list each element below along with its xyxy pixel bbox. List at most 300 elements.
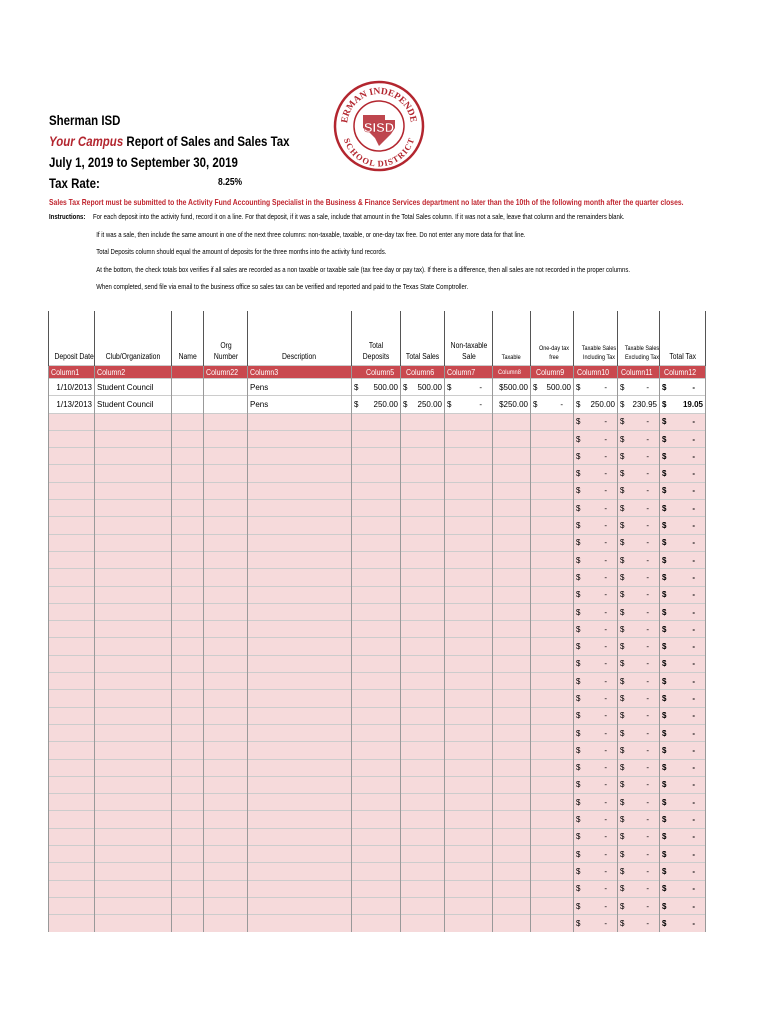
cell-taxable-incl: $ - — [574, 673, 618, 690]
empty-cell — [352, 776, 401, 793]
empty-cell — [445, 551, 493, 568]
empty-cell — [493, 638, 531, 655]
col-header-taxable-incl: Taxable Sales Including Tax — [574, 311, 618, 366]
empty-cell — [248, 448, 352, 465]
empty-cell — [172, 863, 204, 880]
empty-cell — [352, 811, 401, 828]
empty-cell — [49, 915, 95, 932]
cell-total-tax: $ - — [660, 673, 706, 690]
cell-taxable-excl: $ - — [618, 448, 660, 465]
report-period: July 1, 2019 to September 30, 2019 — [49, 154, 238, 170]
empty-cell — [49, 828, 95, 845]
empty-cell — [95, 551, 172, 568]
empty-row — [49, 517, 706, 534]
empty-row — [49, 482, 706, 499]
empty-cell — [445, 465, 493, 482]
tax-rate-value: 8.25% — [218, 177, 243, 188]
seal-top-text: ERMAN INDEPENDE — [340, 86, 418, 124]
empty-cell — [248, 413, 352, 430]
col-header-deposit-date: Deposit Date — [49, 311, 95, 366]
empty-row — [49, 638, 706, 655]
empty-cell — [352, 759, 401, 776]
empty-cell — [172, 915, 204, 932]
empty-cell — [204, 534, 248, 551]
empty-cell — [172, 551, 204, 568]
empty-cell — [204, 759, 248, 776]
empty-cell — [172, 759, 204, 776]
cell-taxable-incl: $ - — [574, 465, 618, 482]
cell-total-tax: $ - — [660, 379, 706, 396]
cell-taxable-excl: $ - — [618, 482, 660, 499]
empty-cell — [352, 828, 401, 845]
submission-notice: Sales Tax Report must be submitted to the Activity Fund Accounting Specialist in the Business & Finance Services department no later than the 10th of the following month after the quarter closes. — [49, 197, 684, 207]
empty-cell — [95, 707, 172, 724]
empty-cell — [531, 448, 574, 465]
empty-cell — [172, 586, 204, 603]
cell-taxable-incl: $ - — [574, 846, 618, 863]
cell-taxable-incl: $ - — [574, 551, 618, 568]
empty-cell — [493, 534, 531, 551]
empty-cell — [352, 673, 401, 690]
empty-cell — [401, 638, 445, 655]
empty-cell — [445, 690, 493, 707]
empty-cell — [204, 846, 248, 863]
empty-cell — [493, 586, 531, 603]
empty-cell — [204, 673, 248, 690]
empty-cell — [401, 742, 445, 759]
empty-cell — [95, 465, 172, 482]
empty-cell — [172, 776, 204, 793]
empty-cell — [95, 621, 172, 638]
empty-cell — [352, 863, 401, 880]
empty-cell — [531, 828, 574, 845]
empty-cell — [401, 828, 445, 845]
empty-row — [49, 673, 706, 690]
empty-cell — [204, 603, 248, 620]
empty-cell — [172, 742, 204, 759]
empty-cell — [49, 897, 95, 914]
cell-total-tax: $ - — [660, 482, 706, 499]
empty-cell — [531, 863, 574, 880]
empty-cell — [352, 880, 401, 897]
empty-row — [49, 569, 706, 586]
empty-cell — [95, 586, 172, 603]
cell-taxable-incl: $ - — [574, 915, 618, 932]
cell-total-tax: $ - — [660, 724, 706, 741]
cell-total-sales: $ 250.00 — [401, 396, 445, 413]
empty-cell — [493, 915, 531, 932]
empty-cell — [95, 690, 172, 707]
column-label: Column22 — [204, 366, 248, 379]
empty-cell — [95, 794, 172, 811]
cell-taxable-incl: $ - — [574, 586, 618, 603]
empty-cell — [401, 794, 445, 811]
empty-cell — [204, 655, 248, 672]
cell-taxable-incl: $ - — [574, 379, 618, 396]
col-header-total-deposits: Total Deposits — [352, 311, 401, 366]
cell-taxable-excl: $ - — [618, 673, 660, 690]
empty-cell — [172, 794, 204, 811]
empty-cell — [248, 759, 352, 776]
empty-cell — [248, 811, 352, 828]
empty-cell — [172, 569, 204, 586]
empty-cell — [531, 586, 574, 603]
empty-cell — [172, 880, 204, 897]
empty-cell — [445, 880, 493, 897]
empty-row — [49, 724, 706, 741]
cell-taxable-incl: $ - — [574, 413, 618, 430]
sales-tax-table — [48, 311, 706, 932]
empty-cell — [172, 846, 204, 863]
empty-cell — [352, 690, 401, 707]
cell-taxable-incl: $ - — [574, 603, 618, 620]
cell-total-deposits: $ 500.00 — [352, 379, 401, 396]
empty-cell — [49, 603, 95, 620]
empty-row — [49, 828, 706, 845]
empty-cell — [248, 430, 352, 447]
empty-cell — [352, 569, 401, 586]
empty-cell — [204, 465, 248, 482]
empty-cell — [248, 915, 352, 932]
empty-cell — [248, 707, 352, 724]
empty-cell — [445, 638, 493, 655]
empty-cell — [493, 828, 531, 845]
empty-cell — [172, 534, 204, 551]
empty-cell — [49, 638, 95, 655]
cell-taxable-excl: $ - — [618, 430, 660, 447]
cell-taxable-incl: $ - — [574, 794, 618, 811]
empty-cell — [248, 828, 352, 845]
cell-total-sales: $ 500.00 — [401, 379, 445, 396]
empty-cell — [401, 603, 445, 620]
empty-cell — [445, 811, 493, 828]
cell-taxable-excl: $ - — [618, 776, 660, 793]
empty-row — [49, 534, 706, 551]
cell-taxable-excl: $ - — [618, 379, 660, 396]
empty-cell — [172, 603, 204, 620]
empty-cell — [445, 828, 493, 845]
empty-cell — [352, 517, 401, 534]
empty-cell — [49, 880, 95, 897]
empty-cell — [172, 465, 204, 482]
empty-cell — [445, 413, 493, 430]
empty-cell — [493, 413, 531, 430]
cell-total-tax: $ - — [660, 863, 706, 880]
empty-cell — [445, 794, 493, 811]
empty-cell — [49, 655, 95, 672]
empty-row — [49, 794, 706, 811]
empty-cell — [352, 430, 401, 447]
cell-taxable-incl: $ - — [574, 742, 618, 759]
empty-cell — [204, 413, 248, 430]
column-label: Column2 — [95, 366, 172, 379]
empty-cell — [445, 569, 493, 586]
cell-total-tax: $ - — [660, 465, 706, 482]
cell-total-tax: $ - — [660, 776, 706, 793]
column-label-row — [49, 366, 706, 379]
empty-cell — [401, 673, 445, 690]
empty-cell — [531, 759, 574, 776]
empty-cell — [445, 897, 493, 914]
empty-cell — [172, 638, 204, 655]
empty-cell — [248, 482, 352, 499]
empty-cell — [172, 673, 204, 690]
cell-taxable-incl: $ - — [574, 828, 618, 845]
empty-cell — [445, 776, 493, 793]
empty-cell — [531, 638, 574, 655]
cell-taxable-excl: $ - — [618, 880, 660, 897]
empty-cell — [493, 897, 531, 914]
report-header — [49, 110, 342, 194]
empty-cell — [531, 742, 574, 759]
empty-cell — [248, 569, 352, 586]
empty-cell — [49, 621, 95, 638]
cell-taxable-incl: $ - — [574, 863, 618, 880]
empty-cell — [445, 673, 493, 690]
empty-cell — [352, 707, 401, 724]
column-label: Column3 — [248, 366, 352, 379]
empty-cell — [49, 448, 95, 465]
empty-cell — [204, 690, 248, 707]
empty-cell — [172, 707, 204, 724]
cell-taxable-incl: $ - — [574, 707, 618, 724]
cell-name — [172, 379, 204, 396]
col-header-taxable: Taxable — [493, 311, 531, 366]
col-header-org-number: Org Number — [204, 311, 248, 366]
empty-cell — [401, 707, 445, 724]
cell-total-tax: $ - — [660, 534, 706, 551]
tax-rate-label: Tax Rate: — [49, 175, 100, 191]
empty-cell — [172, 655, 204, 672]
empty-cell — [401, 621, 445, 638]
empty-cell — [445, 430, 493, 447]
empty-cell — [401, 517, 445, 534]
cell-taxable-excl: $ 230.95 — [618, 396, 660, 413]
empty-cell — [95, 759, 172, 776]
empty-cell — [204, 482, 248, 499]
empty-cell — [49, 517, 95, 534]
empty-cell — [401, 551, 445, 568]
cell-taxable-excl: $ - — [618, 517, 660, 534]
empty-cell — [531, 811, 574, 828]
empty-row — [49, 811, 706, 828]
col-header-one-day-tax-free: One-day tax free — [531, 311, 574, 366]
cell-club: Student Council — [95, 396, 172, 413]
empty-cell — [49, 673, 95, 690]
cell-total-tax: $ - — [660, 500, 706, 517]
cell-taxable-excl: $ - — [618, 915, 660, 932]
empty-cell — [49, 724, 95, 741]
empty-cell — [248, 724, 352, 741]
empty-cell — [401, 655, 445, 672]
empty-cell — [172, 500, 204, 517]
cell-taxable-incl: $ - — [574, 534, 618, 551]
cell-total-tax: $ - — [660, 742, 706, 759]
col-header-total-tax: Total Tax — [660, 311, 706, 366]
empty-cell — [445, 724, 493, 741]
empty-cell — [204, 500, 248, 517]
col-header-total-sales: Total Sales — [401, 311, 445, 366]
empty-cell — [352, 794, 401, 811]
empty-cell — [49, 482, 95, 499]
empty-row — [49, 413, 706, 430]
cell-taxable-incl: $ - — [574, 569, 618, 586]
header-row — [49, 311, 706, 366]
empty-cell — [248, 846, 352, 863]
empty-cell — [531, 880, 574, 897]
empty-cell — [204, 707, 248, 724]
empty-cell — [95, 413, 172, 430]
empty-cell — [531, 430, 574, 447]
empty-cell — [204, 724, 248, 741]
cell-taxable-excl: $ - — [618, 811, 660, 828]
empty-cell — [445, 863, 493, 880]
cell-total-tax: $ - — [660, 551, 706, 568]
cell-taxable-excl: $ - — [618, 603, 660, 620]
empty-cell — [95, 603, 172, 620]
empty-cell — [352, 603, 401, 620]
empty-cell — [248, 690, 352, 707]
cell-total-tax: $ - — [660, 759, 706, 776]
empty-cell — [95, 430, 172, 447]
empty-cell — [49, 465, 95, 482]
empty-cell — [445, 534, 493, 551]
empty-cell — [493, 880, 531, 897]
empty-cell — [352, 413, 401, 430]
empty-row — [49, 655, 706, 672]
empty-cell — [493, 794, 531, 811]
cell-taxable-incl: $ - — [574, 811, 618, 828]
empty-cell — [493, 811, 531, 828]
empty-cell — [531, 534, 574, 551]
empty-row — [49, 776, 706, 793]
empty-cell — [401, 897, 445, 914]
empty-cell — [95, 880, 172, 897]
empty-cell — [401, 811, 445, 828]
empty-cell — [95, 828, 172, 845]
org-title: Sherman ISD — [49, 112, 121, 128]
empty-cell — [445, 759, 493, 776]
empty-cell — [248, 517, 352, 534]
empty-cell — [493, 673, 531, 690]
empty-cell — [531, 621, 574, 638]
empty-cell — [352, 621, 401, 638]
empty-cell — [95, 897, 172, 914]
empty-cell — [172, 448, 204, 465]
empty-cell — [95, 742, 172, 759]
empty-cell — [531, 690, 574, 707]
col-header-taxable-excl: Taxable Sales Excluding Tax — [618, 311, 660, 366]
empty-row — [49, 551, 706, 568]
empty-cell — [531, 915, 574, 932]
empty-cell — [352, 534, 401, 551]
cell-total-tax: $ - — [660, 448, 706, 465]
empty-cell — [493, 863, 531, 880]
empty-cell — [204, 915, 248, 932]
empty-cell — [204, 569, 248, 586]
cell-taxable-excl: $ - — [618, 638, 660, 655]
empty-cell — [445, 915, 493, 932]
empty-cell — [493, 500, 531, 517]
empty-cell — [204, 742, 248, 759]
seal-center-text: SISD — [363, 120, 395, 135]
empty-cell — [95, 569, 172, 586]
empty-cell — [172, 621, 204, 638]
empty-cell — [531, 655, 574, 672]
empty-cell — [352, 846, 401, 863]
cell-total-tax: $ - — [660, 707, 706, 724]
empty-cell — [49, 586, 95, 603]
empty-cell — [493, 724, 531, 741]
cell-taxable-incl: $ - — [574, 690, 618, 707]
empty-cell — [445, 655, 493, 672]
seal-bottom-text: SCHOOL DISTRICT — [341, 136, 417, 169]
campus-name: Your Campus — [49, 133, 124, 149]
empty-cell — [531, 724, 574, 741]
empty-cell — [531, 846, 574, 863]
instruction-line: When completed, send file via email to the business office so sales tax can be verified and reported and paid to the Texas State Comptroller. — [96, 282, 469, 291]
empty-cell — [493, 448, 531, 465]
empty-cell — [401, 448, 445, 465]
empty-cell — [172, 430, 204, 447]
column-label: Column1 — [49, 366, 95, 379]
cell-taxable-incl: $ - — [574, 430, 618, 447]
empty-cell — [95, 655, 172, 672]
empty-cell — [401, 880, 445, 897]
empty-cell — [49, 794, 95, 811]
empty-cell — [493, 621, 531, 638]
empty-cell — [401, 846, 445, 863]
empty-cell — [531, 794, 574, 811]
empty-cell — [204, 811, 248, 828]
empty-cell — [204, 880, 248, 897]
table-row — [49, 379, 706, 396]
empty-cell — [401, 724, 445, 741]
empty-cell — [493, 465, 531, 482]
empty-row — [49, 621, 706, 638]
cell-club: Student Council — [95, 379, 172, 396]
cell-total-tax: $ - — [660, 586, 706, 603]
empty-cell — [49, 534, 95, 551]
empty-cell — [493, 707, 531, 724]
empty-cell — [49, 742, 95, 759]
empty-cell — [204, 430, 248, 447]
empty-cell — [445, 707, 493, 724]
cell-taxable-excl: $ - — [618, 465, 660, 482]
empty-cell — [352, 448, 401, 465]
cell-taxable-excl: $ - — [618, 569, 660, 586]
cell-total-tax: $ - — [660, 569, 706, 586]
column-label: Column9 — [531, 366, 574, 379]
empty-cell — [248, 621, 352, 638]
empty-cell — [493, 517, 531, 534]
empty-row — [49, 603, 706, 620]
empty-cell — [401, 586, 445, 603]
empty-cell — [95, 500, 172, 517]
empty-cell — [352, 655, 401, 672]
column-label: Column5 — [352, 366, 401, 379]
empty-cell — [445, 846, 493, 863]
cell-taxable-incl: $ - — [574, 776, 618, 793]
cell-taxable-excl: $ - — [618, 690, 660, 707]
cell-taxable-excl: $ - — [618, 551, 660, 568]
report-title-line — [49, 131, 290, 152]
empty-cell — [531, 465, 574, 482]
empty-cell — [493, 742, 531, 759]
empty-cell — [445, 500, 493, 517]
cell-deposit-date: 1/13/2013 — [49, 396, 95, 413]
empty-cell — [95, 724, 172, 741]
